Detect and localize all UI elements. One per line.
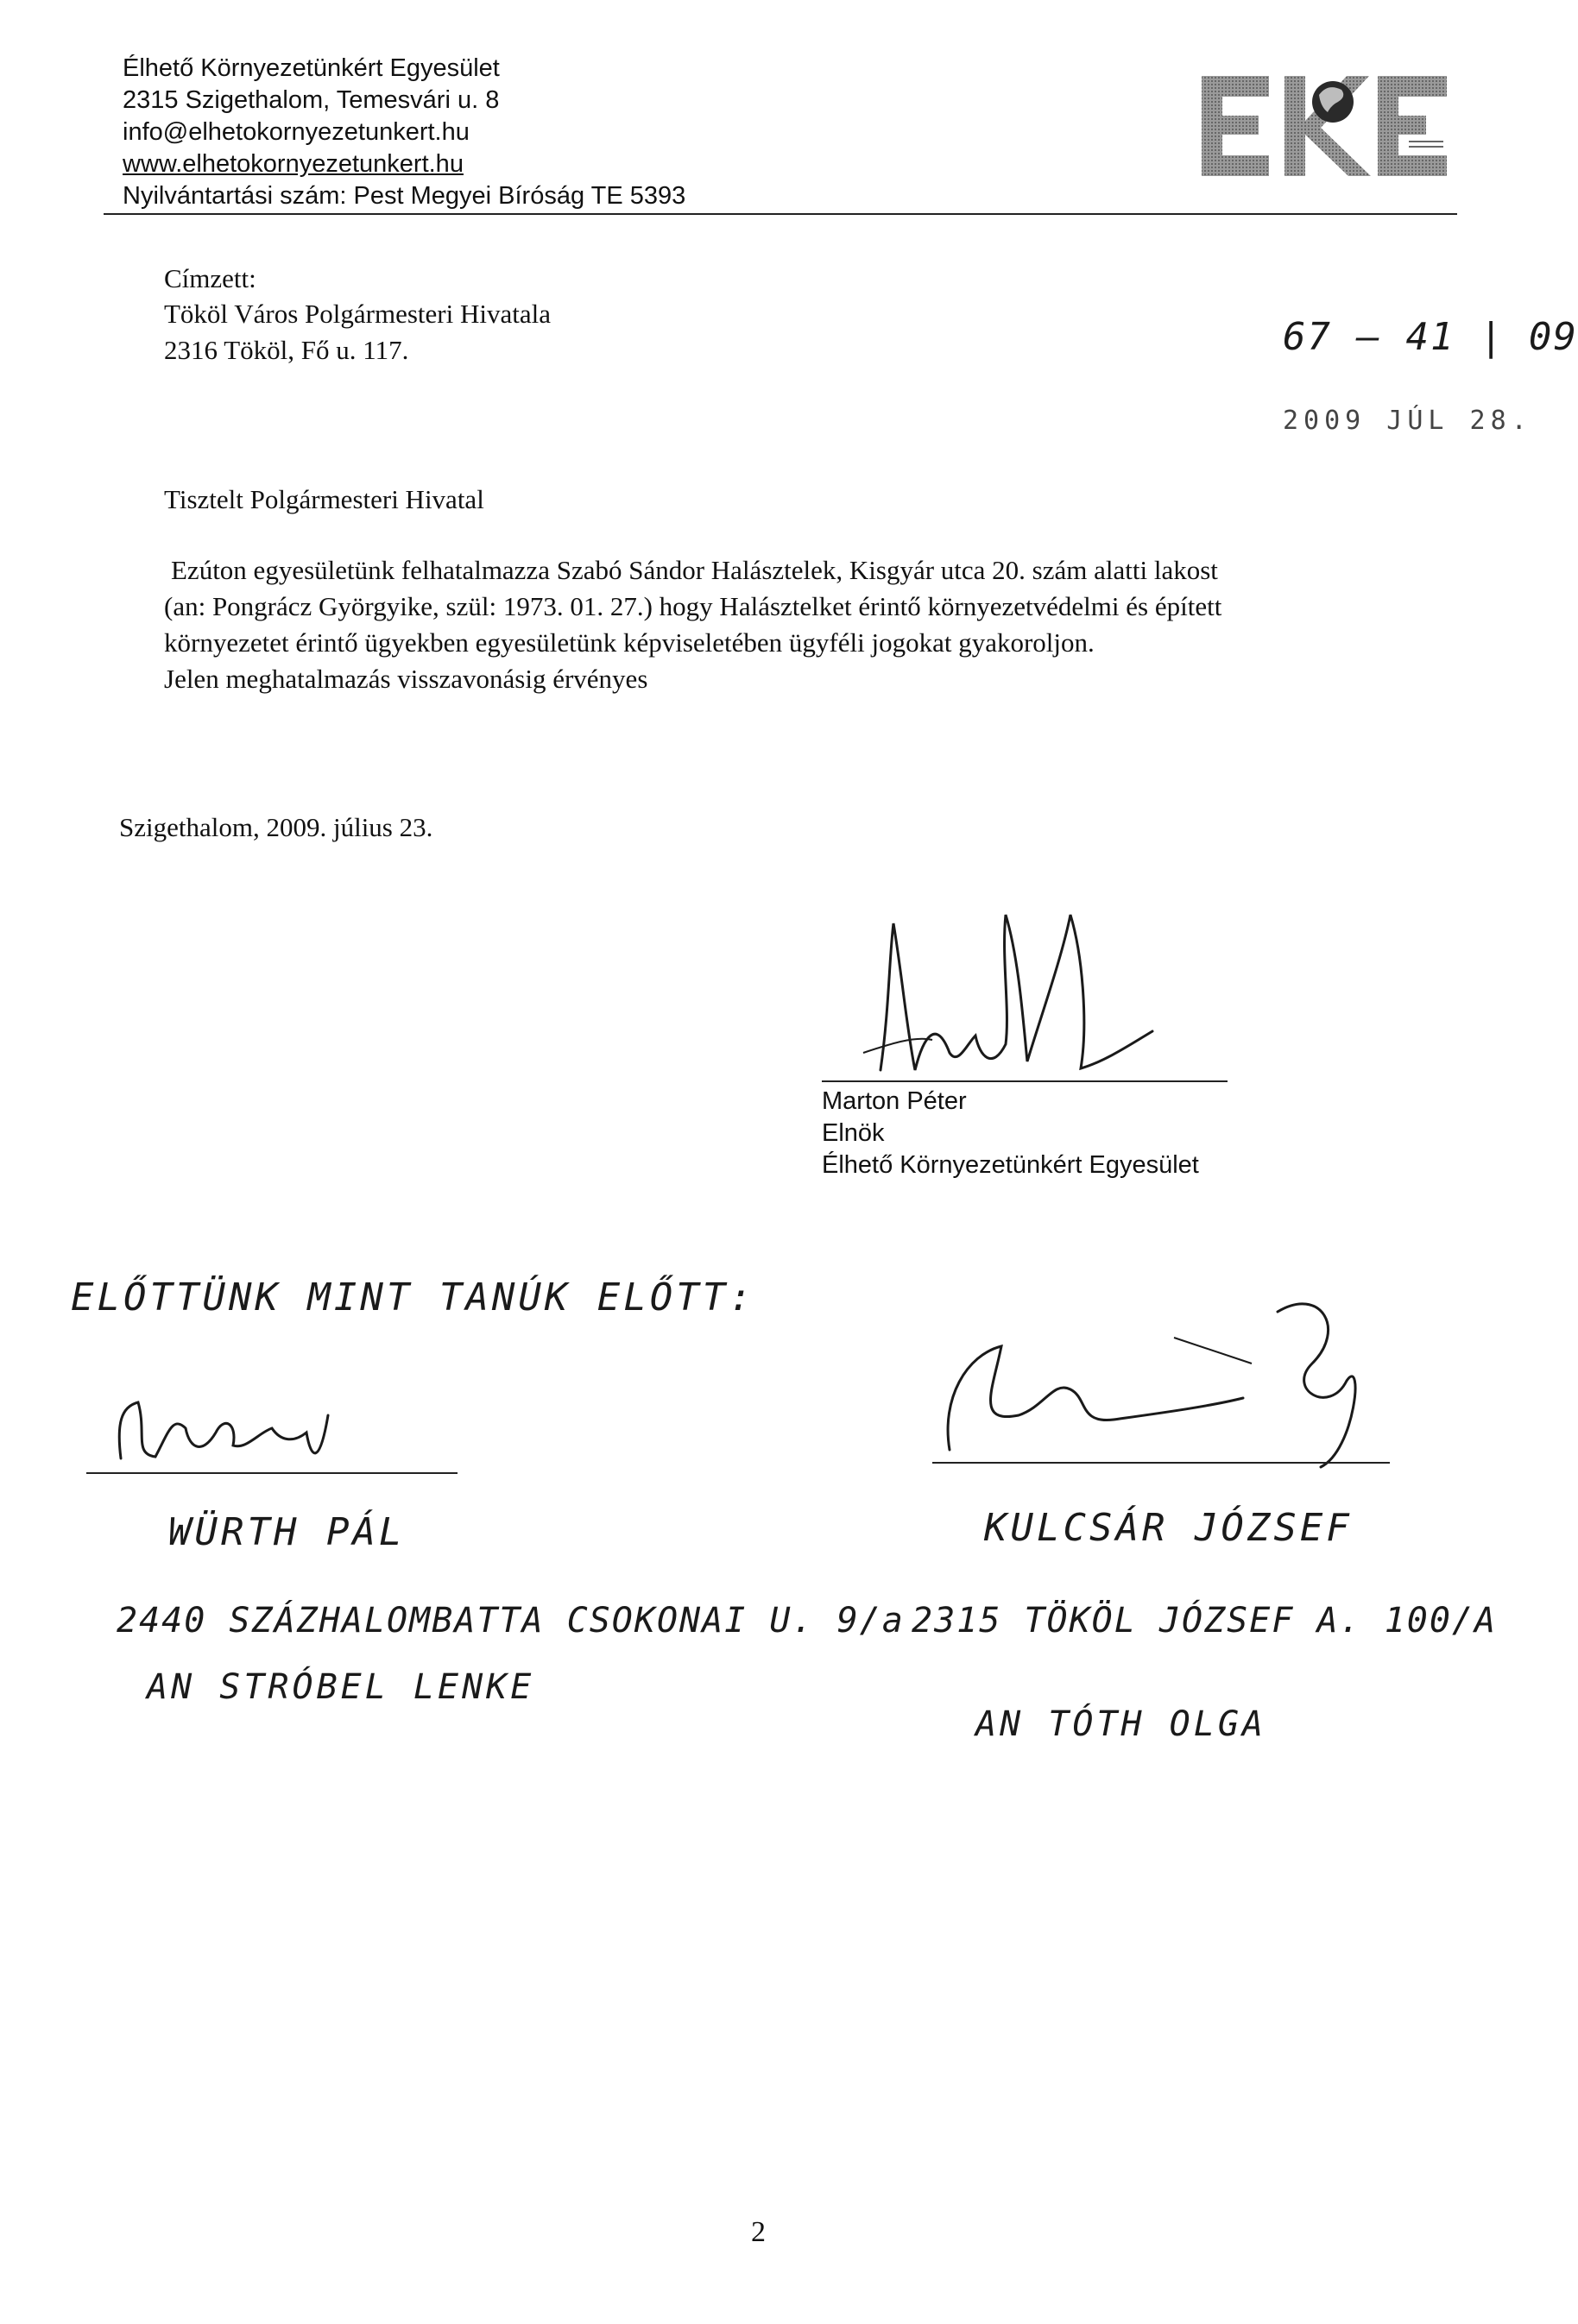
witness-left-name: WÜRTH PÁL [168, 1510, 406, 1554]
body-line-2: (an: Pongrácz Györgyike, szül: 1973. 01. 27.) hogy Halásztelket érintő környezetvédelmi és épített [164, 591, 1222, 621]
recipient-label: Címzett: [164, 263, 256, 293]
witness-right-mother: AN TÓTH OLGA [975, 1704, 1266, 1744]
eke-logo-icon [1200, 69, 1450, 181]
reference-number: 67 – 41 | 09 [1283, 315, 1578, 359]
body-line-3: környezetet érintő ügyekben egyesületünk képviseletében ügyféli jogokat gyakoroljon. [164, 627, 1095, 658]
recipient-name: Tököl Város Polgármesteri Hivatala [164, 299, 551, 329]
org-registration: Nyilvántartási szám: Pest Megyei Bíróság TE 5393 [123, 182, 686, 210]
org-logo [1200, 69, 1450, 181]
signatory-org: Élhető Környezetünkért Egyesület [822, 1151, 1199, 1179]
witness-left-signature [86, 1381, 380, 1476]
page-number: 2 [751, 2216, 766, 2248]
witness-right-line [932, 1462, 1390, 1464]
org-address: 2315 Szigethalom, Temesvári u. 8 [123, 86, 500, 114]
place-date: Szigethalom, 2009. július 23. [119, 812, 433, 842]
witness-right-address: 2315 TÖKÖL JÓZSEF A. 100/A [912, 1601, 1498, 1641]
body-line-1: Ezúton egyesületünk felhatalmazza Szabó Sándor Halásztelek, Kisgyár utca 20. szám alatti lakost [171, 555, 1218, 585]
signatory-title: Elnök [822, 1119, 885, 1147]
witness-left-address: 2440 SZÁZHALOMBATTA CSOKONAI U. 9/a [117, 1601, 905, 1641]
header-rule [104, 213, 1457, 215]
signatory-name: Marton Péter [822, 1087, 967, 1115]
president-signature [855, 906, 1165, 1079]
witness-heading: ELŐTTÜNK MINT TANÚK ELŐTT: [71, 1275, 755, 1319]
witness-left-line [86, 1472, 458, 1474]
witness-right-name: KULCSÁR JÓZSEF [984, 1506, 1353, 1550]
witness-left-mother: AN STRÓBEL LENKE [147, 1667, 535, 1707]
org-website-link[interactable]: www.elhetokornyezetunkert.hu [123, 150, 464, 178]
org-email: info@elhetokornyezetunkert.hu [123, 118, 470, 146]
president-signature-line [822, 1080, 1228, 1082]
salutation: Tisztelt Polgármesteri Hivatal [164, 484, 484, 514]
org-name: Élhető Környezetünkért Egyesület [123, 54, 500, 82]
received-date-stamp: 2009 JÚL 28. [1283, 406, 1532, 436]
recipient-address: 2316 Tököl, Fő u. 117. [164, 335, 409, 365]
witness-right-signature [915, 1277, 1398, 1476]
body-line-4: Jelen meghatalmazás visszavonásig érvényes [164, 664, 648, 694]
